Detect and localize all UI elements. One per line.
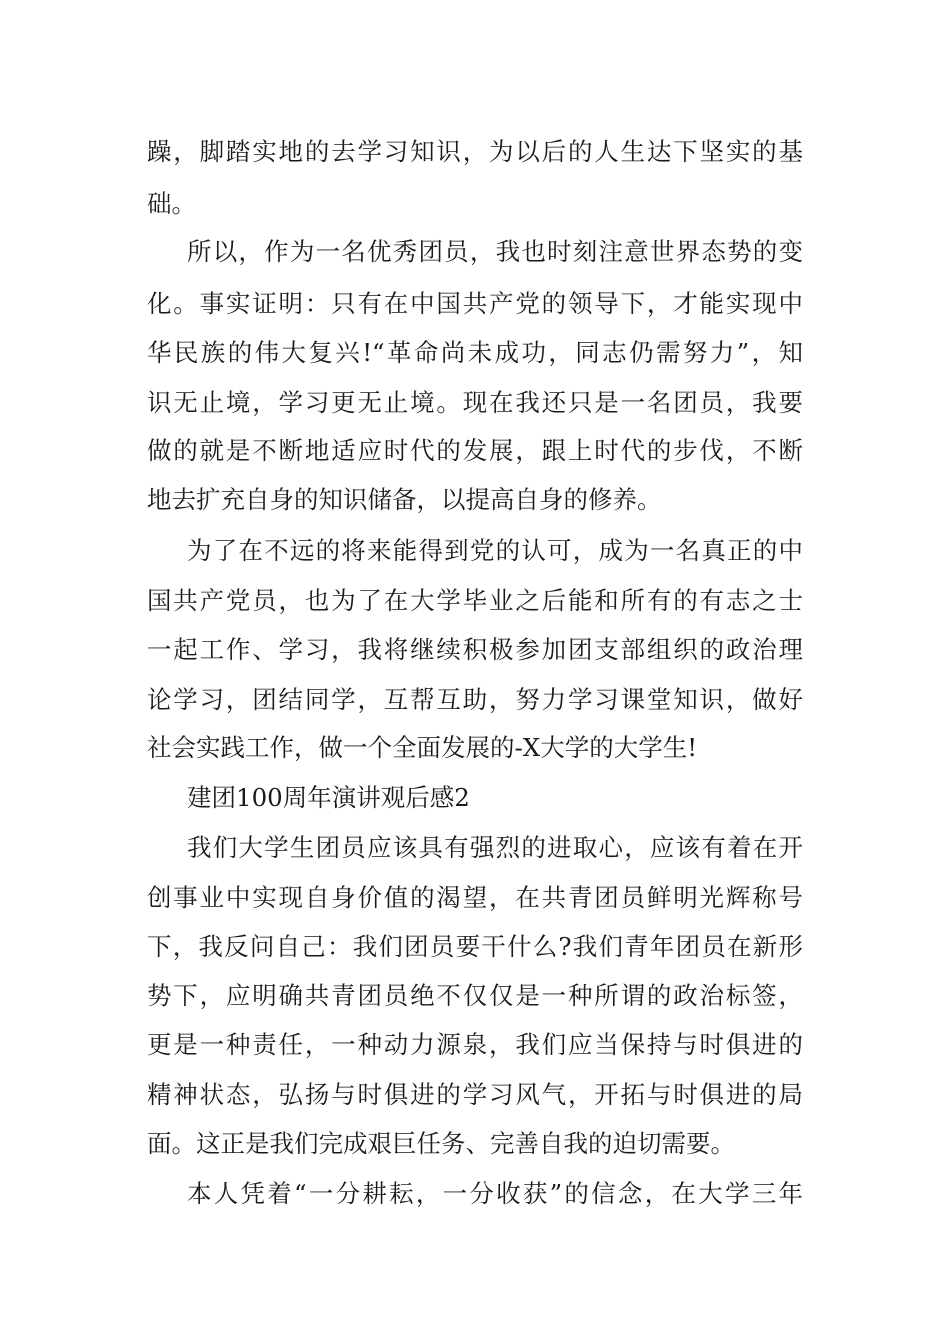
text-line: 社会实践工作，做一个全面发展的-X大学的大学生! [147, 733, 698, 762]
paragraph-first-line: 为了在不远的将来能得到党的认可，成为一名真正的中 [187, 536, 803, 565]
text-line: 国共产党员，也为了在大学毕业之后能和所有的有志之士 [147, 586, 803, 615]
text-line: 础。 [147, 189, 196, 218]
text-line: 识无止境，学习更无止境。现在我还只是一名团员，我要 [147, 388, 803, 417]
section-heading: 建团100周年演讲观后感2 [187, 783, 470, 812]
text-line: 创事业中实现自身价值的渴望，在共青团员鲜明光辉称号 [147, 883, 803, 912]
text-line: 地去扩充自身的知识储备，以提高自身的修养。 [147, 485, 662, 514]
paragraph-first-line: 我们大学生团员应该具有强烈的进取心，应该有着在开 [187, 833, 803, 862]
text-line: 精神状态，弘扬与时俱进的学习风气，开拓与时俱进的局 [147, 1080, 803, 1109]
text-line: 做的就是不断地适应时代的发展，跟上时代的步伐，不断 [147, 436, 803, 465]
text-line: 论学习，团结同学，互帮互助，努力学习课堂知识，做好 [147, 685, 803, 714]
text-line: 下，我反问自己：我们团员要干什么?我们青年团员在新形 [147, 932, 803, 961]
text-line: 躁，脚踏实地的去学习知识，为以后的人生达下坚实的基 [147, 137, 803, 166]
paragraph-first-line: 所以，作为一名优秀团员，我也时刻注意世界态势的变 [187, 237, 803, 266]
text-line: 华民族的伟大复兴!“革命尚未成功，同志仍需努力”，知 [147, 338, 803, 367]
text-line: 面。这正是我们完成艰巨任务、完善自我的迫切需要。 [147, 1129, 735, 1158]
text-line: 化。事实证明：只有在中国共产党的领导下，才能实现中 [147, 289, 803, 318]
text-line: 一起工作、学习，我将继续积极参加团支部组织的政治理 [147, 635, 803, 664]
text-line: 更是一种责任，一种动力源泉，我们应当保持与时俱进的 [147, 1030, 803, 1059]
text-line: 势下，应明确共青团员绝不仅仅是一种所谓的政治标签， [147, 981, 803, 1010]
paragraph-first-line: 本人凭着“一分耕耘，一分收获”的信念，在大学三年 [187, 1179, 803, 1208]
